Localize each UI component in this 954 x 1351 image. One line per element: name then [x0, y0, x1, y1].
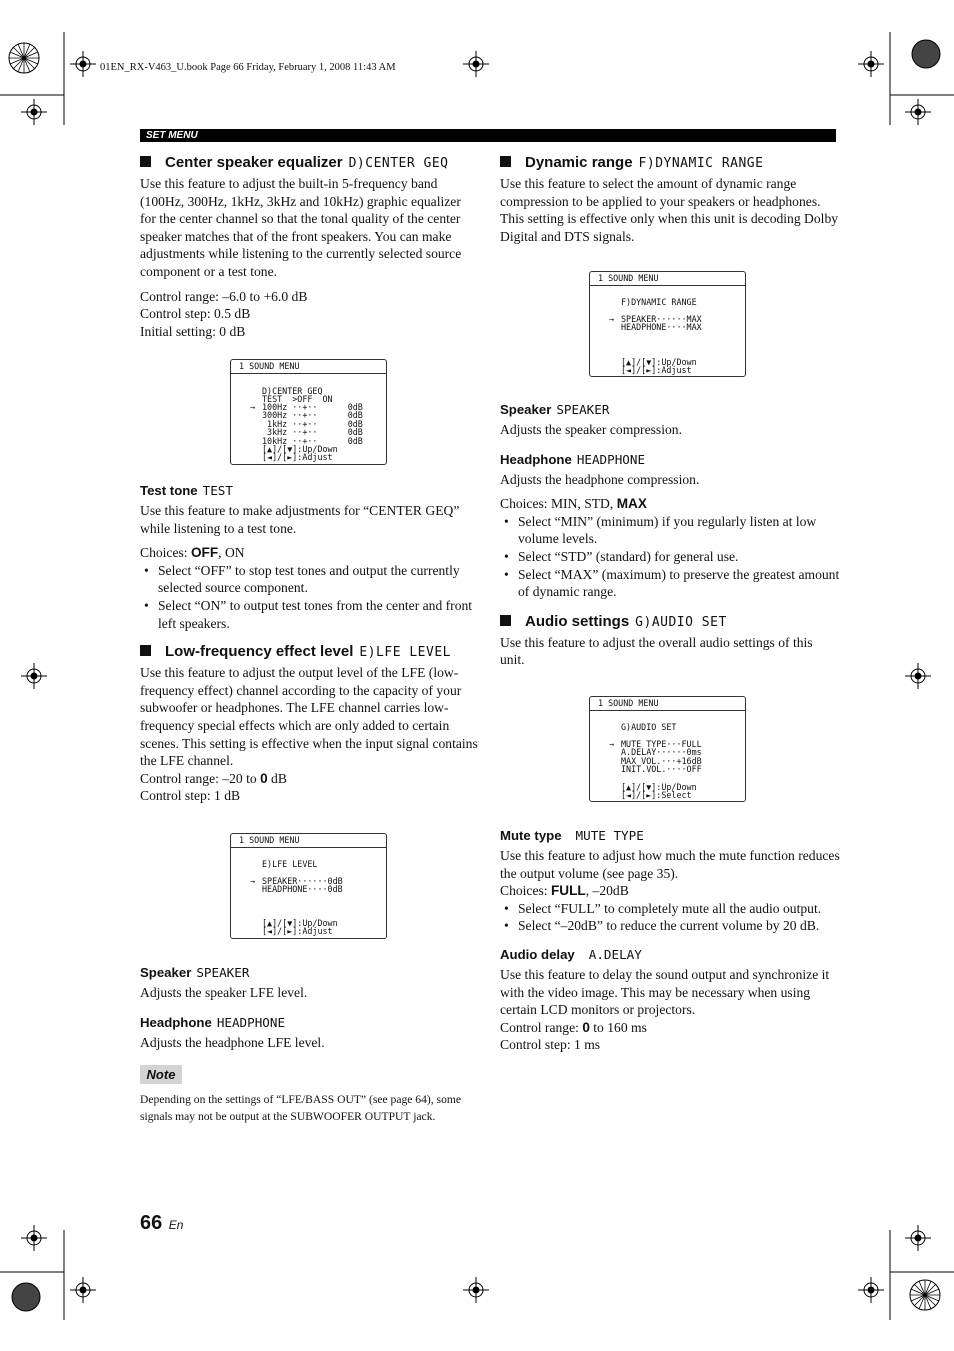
speaker-code: SPEAKER — [196, 965, 250, 980]
right-column-3 — [500, 827, 840, 1054]
dynamic-body: Use this feature to select the amount of dynamic range compression to be applied to your speakers or headphones. This setting is effective only when this unit is decoding Dolby Digital and DTS signals. — [500, 176, 839, 244]
lcd-line: 100Hz ··+·· 0dB — [262, 402, 363, 412]
choices-rest: , –20dB — [585, 883, 629, 899]
choices-prefix: Choices: — [500, 883, 551, 899]
lcd-line: [◄]/[►]:Adjust — [262, 926, 333, 936]
lcd-line: A.DELAY······0ms — [621, 747, 702, 757]
test-tone-title: Test tone — [140, 483, 198, 498]
lcd-line: 1kHz ··+·· 0dB — [262, 419, 363, 429]
note-label: Note — [140, 1065, 182, 1084]
heading-bullet-icon — [500, 156, 511, 167]
center-eq-initial: Initial setting: 0 dB — [140, 323, 246, 339]
left-column — [140, 154, 480, 340]
lcd-line: MUTE TYPE···FULL — [621, 739, 702, 749]
dyn-speaker-heading — [500, 401, 840, 418]
section-tab-label: SET MENU — [146, 130, 198, 141]
lfe-speaker-desc: Adjusts the speaker LFE level. — [140, 985, 308, 1000]
test-tone-body: Use this feature to make adjustments for “CENTER GEQ” while listening to a test tone. — [140, 503, 460, 536]
center-eq-code: D)CENTER GEQ — [348, 156, 449, 171]
lcd-line: TEST >OFF ON — [262, 394, 333, 404]
lcd-header: 1 SOUND MENU — [590, 697, 745, 711]
range-suffix: dB — [267, 770, 287, 786]
lcd-line: [▲]/[▼]:Up/Down — [262, 918, 338, 928]
lfe-speaker-heading — [140, 964, 480, 981]
delay-step: Control step: 1 ms — [500, 1037, 601, 1053]
page-number — [140, 1212, 183, 1235]
lcd-lfe-level — [230, 833, 387, 939]
delay-heading — [500, 946, 840, 963]
lcd-line: [◄]/[►]:Adjust — [621, 365, 692, 375]
speaker-title: Speaker — [500, 402, 552, 417]
lcd-line: [▲]/[▼]:Up/Down — [621, 782, 697, 792]
lcd-line: MAX VOL.···+16dB — [621, 756, 702, 766]
lcd-line: SPEAKER······MAX — [621, 314, 702, 324]
speaker-title: Speaker — [140, 965, 192, 980]
lcd-line: HEADPHONE····MAX — [621, 322, 702, 332]
lcd-line: 10kHz ··+·· 0dB — [262, 436, 363, 446]
heading-bullet-icon — [140, 645, 151, 656]
dyn-headphone-desc: Adjusts the headphone compression. — [500, 471, 700, 487]
lcd-line: [▲]/[▼]:Up/Down — [621, 357, 697, 367]
list-item: • Select “OFF” to stop test tones and output the currently selected source component. — [140, 562, 480, 597]
test-tone-heading — [140, 482, 480, 499]
speaker-code: SPEAKER — [556, 402, 610, 417]
lcd-line: F)DYNAMIC RANGE — [621, 297, 697, 307]
mute-body: Use this feature to adjust how much the mute function reduces the output volume (see page 35). — [500, 848, 840, 881]
right-column — [500, 154, 840, 245]
lcd-line: HEADPHONE····0dB — [262, 884, 343, 894]
range-default: 0 — [260, 770, 268, 786]
choices-prefix: Choices: — [140, 545, 191, 561]
test-tone-code: TEST — [202, 483, 233, 498]
lcd-header: 1 SOUND MENU — [590, 272, 745, 286]
audio-heading — [500, 613, 840, 632]
dyn-choices — [500, 495, 840, 513]
lcd-header: 1 SOUND MENU — [231, 360, 386, 374]
dyn-speaker-desc: Adjusts the speaker compression. — [500, 422, 682, 437]
left-column-2 — [140, 482, 480, 805]
lfe-heading — [140, 643, 480, 662]
list-item: • Select “MAX” (maximum) to preserve the greatest amount of dynamic range. — [500, 566, 840, 601]
lcd-audio-set — [589, 696, 746, 802]
lcd-dynamic-range — [589, 271, 746, 377]
lcd-cursor-icon: → — [250, 402, 256, 412]
choices-prefix: Choices: MIN, STD, — [500, 496, 617, 512]
range-prefix: Control range: — [500, 1019, 583, 1035]
lcd-header: 1 SOUND MENU — [231, 834, 386, 848]
mute-bullets — [500, 900, 840, 935]
center-eq-body: Use this feature to adjust the built-in 5-frequency band (100Hz, 300Hz, 1kHz, 3kHz and 10kHz) graphic equalizer for the center channel so that the tonal quality of the center speaker matches that of the front speakers. You can make adjustments while listening to the currently selected source component or a test tone. — [140, 176, 462, 279]
test-tone-bullets — [140, 562, 480, 632]
delay-title: Audio delay — [500, 946, 575, 962]
list-item: • Select “MIN” (minimum) if you regularly listen at low volume levels. — [500, 513, 840, 548]
list-item: • Select “FULL” to completely mute all the audio output. — [500, 900, 840, 918]
lfe-title: Low-frequency effect level — [165, 643, 354, 661]
choices-default: MAX — [616, 496, 647, 512]
right-column-2 — [500, 401, 840, 669]
headphone-title: Headphone — [140, 1014, 212, 1030]
mute-choices — [500, 882, 840, 900]
lfe-headphone-heading — [140, 1014, 480, 1031]
lcd-line: SPEAKER······0dB — [262, 876, 343, 886]
audio-body: Use this feature to adjust the overall audio settings of this unit. — [500, 634, 813, 668]
headphone-code: HEADPHONE — [216, 1014, 286, 1030]
list-item: • Select “ON” to output test tones from the center and front left speakers. — [140, 597, 480, 632]
lcd-line: [▲]/[▼]:Up/Down — [262, 444, 338, 454]
mute-heading — [500, 827, 840, 844]
page-lang: En — [168, 1218, 184, 1232]
mute-title: Mute type — [500, 828, 562, 843]
center-eq-step: Control step: 0.5 dB — [140, 306, 251, 322]
dynamic-heading — [500, 154, 840, 173]
lcd-cursor-icon: → — [609, 739, 615, 749]
dynamic-title: Dynamic range — [525, 154, 633, 171]
lcd-cursor-icon: → — [609, 314, 615, 324]
test-tone-choices — [140, 544, 480, 562]
page-number-value: 66 — [140, 1212, 163, 1234]
dynamic-code: F)DYNAMIC RANGE — [638, 156, 764, 171]
list-item: • Select “–20dB” to reduce the current volume by 20 dB. — [500, 917, 840, 935]
delay-code: A.DELAY — [588, 946, 642, 962]
audio-title: Audio settings — [525, 612, 630, 630]
range-prefix: Control range: –20 to — [140, 770, 261, 786]
center-eq-title: Center speaker equalizer — [165, 154, 343, 171]
note-text: Depending on the settings of “LFE/BASS OUT” (see page 64), some signals may not be output at the SUBWOOFER OUTPUT jack. — [140, 1093, 462, 1123]
delay-range — [500, 1019, 840, 1037]
lcd-line: D)CENTER GEQ — [262, 386, 323, 396]
lfe-headphone-desc: Adjusts the headphone LFE level. — [140, 1034, 325, 1050]
section-bar — [140, 129, 836, 142]
lcd-line: INIT.VOL.····OFF — [621, 764, 702, 774]
heading-bullet-icon — [140, 156, 151, 167]
list-item: • Select “STD” (standard) for general use. — [500, 548, 840, 566]
lfe-body: Use this feature to adjust the output level of the LFE (low-frequency effect) channel according to the capacity of your subwoofer or headphones. The LFE channel carries low-frequency special effects which are only added to certain scenes. This setting is effective when the input signal contains the LFE channel. — [140, 665, 478, 769]
lfe-code: E)LFE LEVEL — [359, 645, 451, 661]
lfe-step: Control step: 1 dB — [140, 788, 241, 804]
choices-rest: , ON — [218, 545, 245, 561]
lcd-line: 300Hz ··+·· 0dB — [262, 410, 363, 420]
lcd-cursor-icon: → — [250, 876, 256, 886]
lcd-line: [◄]/[►]:Adjust — [262, 452, 333, 462]
center-eq-range: Control range: –6.0 to +6.0 dB — [140, 288, 308, 304]
range-default: 0 — [582, 1019, 590, 1035]
lcd-line: 3kHz ··+·· 0dB — [262, 427, 363, 437]
range-suffix: to 160 ms — [589, 1019, 647, 1035]
left-column-3 — [140, 964, 480, 1051]
headphone-title: Headphone — [500, 451, 572, 467]
choices-default: OFF — [190, 545, 219, 561]
audio-code: G)AUDIO SET — [635, 614, 727, 630]
choices-default: FULL — [550, 883, 586, 899]
print-header: 01EN_RX-V463_U.book Page 66 Friday, February 1, 2008 11:43 AM — [100, 62, 396, 73]
lcd-line: E)LFE LEVEL — [262, 859, 318, 869]
delay-body: Use this feature to delay the sound output and synchronize it with the video image. This may be necessary when using certain LCD monitors or projectors. — [500, 966, 830, 1018]
lcd-line: [◄]/[►]:Select — [621, 790, 692, 800]
dyn-headphone-heading — [500, 451, 840, 468]
headphone-code: HEADPHONE — [576, 451, 646, 467]
lfe-range — [140, 770, 480, 788]
heading-bullet-icon — [500, 615, 511, 626]
mute-code: MUTE TYPE — [575, 828, 644, 843]
dyn-bullets — [500, 513, 840, 601]
lcd-line: G)AUDIO SET — [621, 722, 677, 732]
lcd-center-geq — [230, 359, 387, 465]
center-eq-heading — [140, 154, 480, 173]
